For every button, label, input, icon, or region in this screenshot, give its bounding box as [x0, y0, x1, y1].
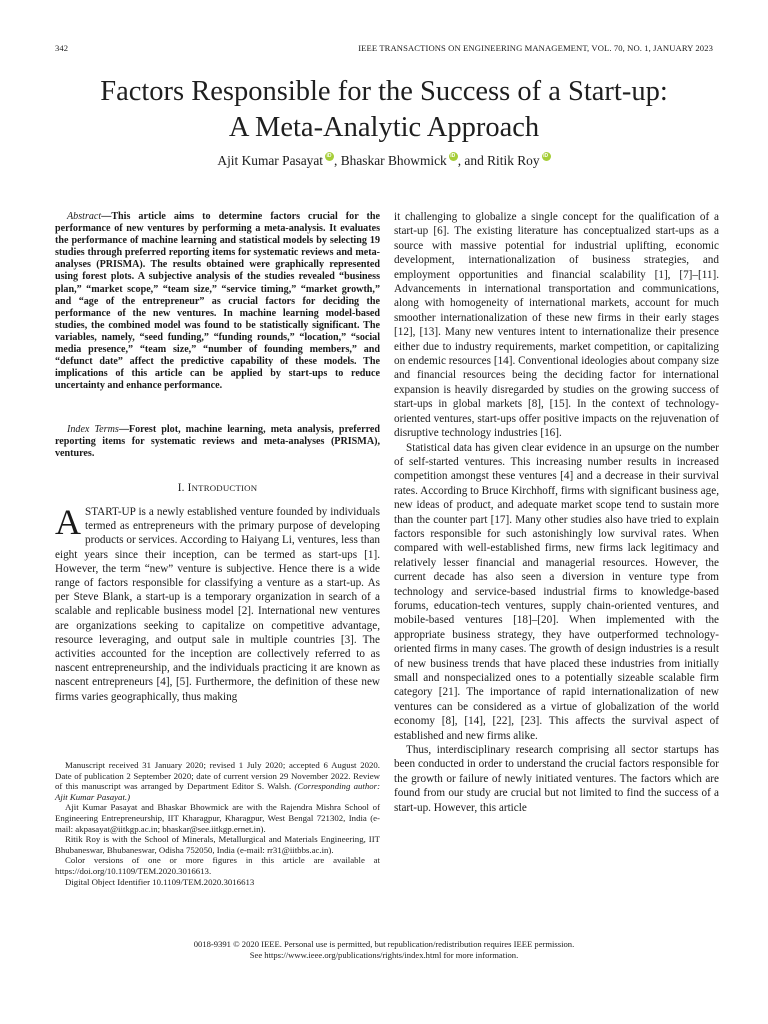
- copyright-line-2: See https://www.ieee.org/publications/rights/index.html for more information.: [249, 950, 519, 960]
- corresponding-author: (Corresponding author: Ajit Kumar Pasayat.): [55, 781, 381, 802]
- abstract-text: —This article aims to determine factors crucial for the performance of new ventures by performing a meta-analysis. It evaluates the performance of machine learning and statistical models by selecting 19 studies through preferred reporting items for systematic reviews and meta-analyses (PRISMA). The results obtained were graphically represented using forest plots. A subjective analysis of the studies revealed “business plan,” “market scope,” “team size,” “service timing,” “market growth,” and “age of the entrepreneur” as crucial factors for deciding the performance of the new ventures. In machine learning model-based studies, the combined model was found to be statistically significant. The variables, namely, “seed funding,” “funding rounds,” “location,” “social media presence,” “team size,” “number of founding members,” and “defunct date” affect the predictive capability of these models. The implications of this article can be applied by start-ups to reduce uncertainty and enhance performance.: [55, 211, 380, 392]
- body-paragraph: it challenging to globalize a single concept for the qualification of a start-up [6]. The existing literature has conceptualized start-ups as a source with massive potential for industrial uplifting, economic development, internationalization of business strategies, and employment opportunities and financial scalability [1], [7]–[11]. Advancements in international transportation and communications, along with homogeneity of international markets, account for much smoother internationalization of these new firms in their early stages [12], [13]. Many new ventures intent to internationalize their presence either due to industry requirements, market competition, or capitalizing on endemic resources [14]. Conventional ideologies about company size and financial resources being the deciding factor for international expansion is heavily disregarded by studies on the growing success of start-ups in global markets [8], [15]. In the context of technology-oriented ventures, start-ups offer positive impacts on the rejuvenation of disruptive technology industries [16].: [394, 211, 719, 440]
- right-column: [394, 210, 719, 815]
- page-number: 342: [55, 43, 69, 53]
- author-1: Ajit Kumar Pasayat: [217, 153, 324, 168]
- author-3: , and Ritik Roy: [457, 153, 540, 168]
- paper-title: [0, 74, 768, 146]
- title-line-2: A Meta-Analytic Approach: [228, 112, 540, 143]
- orcid-icon[interactable]: [542, 152, 551, 161]
- intro-paragraph: [55, 502, 380, 704]
- copyright-notice: [0, 939, 768, 961]
- title-line-1: Factors Responsible for the Success of a Start-up:: [100, 76, 668, 107]
- footnote-doi: Digital Object Identifier 10.1109/TEM.2020.3016613: [65, 876, 255, 887]
- index-terms-text: —Forest plot, machine learning, meta analysis, preferred reporting items for systematic reviews and meta-analyses (PRISMA), ventures.: [55, 424, 380, 460]
- index-terms-label: Index Terms: [67, 424, 119, 435]
- footnote-affiliation-2: Ritik Roy is with the School of Minerals, Metallurgical and Materials Engineering, IIT Bhubaneswar, Bhubaneswar, Odisha 752050, India (e-mail: rr31@iitbbs.ac.in).: [55, 834, 380, 855]
- abstract: [55, 211, 380, 392]
- footnote-manuscript: Manuscript received 31 January 2020; revised 1 July 2020; accepted 6 August 2020. Date of publication 2 September 2020; date of current version 29 November 2022. Review of this manuscript was arranged by Department Editor S. Walsh. (Corresponding author: Ajit Kumar Pasayat.): [55, 760, 381, 802]
- intro-text: START-UP is a newly established venture founded by individuals termed as entrepreneurs with the primary purpose of developing products or services. According to Haiyang Li, ventures, less than eight years since their inception, can be termed as start-ups [1]. However, the term “new” venture is subjective. Hence there is a wide range of factors responsible for classifying a venture as a start-up. As per Steve Blank, a start-up is a temporary organization in search of a scalable and replicable business model [2]. International new ventures are organizations seeking to capitalize on competitive advantage, resource leveraging, and output sale in multiple countries [3]. The activities accounted for the inception are collectively referred to as nascent entrepreneurship, and the individuals practicing it are known as nascent entrepreneurs [4], [5]. Furthermore, the definition of these new firms varies geographically, thus making: [55, 506, 380, 703]
- body-paragraph: Statistical data has given clear evidence in an upsurge on the number of self-started ventures. This increasing number results in increased competition amongst these ventures [4] and a decrease in their survival rates. According to Bruce Kirchhoff, firms with significant business age, new ideas of product, and adequate market scope tend to sustain more than the counter part [17]. Many other studies also have tried to explain factors responsible for such astonishingly low survival rates. When compared with well-established firms, new firms lack legitimacy and relatively lesser financial and managerial resources. However, the current decade has also seen a diversion in venture type from technology and service-based industrial firms to knowledge-based forums, education-tech ventures, supply chain-oriented ventures, and mobile-based ventures [18]–[20]. When implemented with the appropriate business strategy, they have outperformed technology-oriented firms in many cases. The growth of design industries is a result of new business trends that have placed these industries from initially small and nonspecialized ones to a potentially sizeable scalable firm category [21]. The importance of rapid internationalization of new ventures can be considered as a virtue of globalization of the world economy [8], [14], [22], [23]. This affects the survival aspect of established and new firms alike.: [394, 441, 719, 742]
- drop-cap: A: [55, 502, 81, 542]
- body-paragraph: Thus, interdisciplinary research comprising all sector startups has been conducted in order to understand the crucial factors responsible for the growth or failure of newly initiated ventures. The factors which are found from our study are crucial but not limited to find the success of a start-up. However, this article: [394, 744, 719, 814]
- section-title-first: I: [187, 482, 192, 494]
- abstract-label: Abstract: [67, 211, 102, 222]
- copyright-line-1: 0018-9391 © 2020 IEEE. Personal use is permitted, but republication/redistribution requires IEEE permission.: [193, 939, 575, 949]
- footnote-color-versions: Color versions of one or more figures in this article are available at https://doi.org/10.1109/TEM.2020.3016613.: [55, 855, 380, 876]
- footnotes: [55, 760, 380, 887]
- author-2: , Bhaskar Bhowmick: [334, 153, 447, 168]
- orcid-icon[interactable]: [449, 152, 458, 161]
- author-list: [0, 152, 768, 169]
- section-heading: [55, 482, 380, 494]
- running-header: IEEE TRANSACTIONS ON ENGINEERING MANAGEMENT, VOL. 70, NO. 1, JANUARY 2023: [358, 43, 713, 53]
- section-title-rest: NTRODUCTION: [191, 483, 258, 493]
- footnote-affiliation-1: Ajit Kumar Pasayat and Bhaskar Bhowmick are with the Rajendra Mishra School of Engineering Entrepreneurship, IIT Kharagpur, Kharagpur, West Bengal 721302, India (e-mail: akpasayat@iitkgp.ac.in; bhaskar@see.iitkgp.ernet.in).: [55, 802, 380, 834]
- orcid-icon[interactable]: [325, 152, 334, 161]
- index-terms: [55, 424, 380, 460]
- section-number: I.: [177, 482, 188, 494]
